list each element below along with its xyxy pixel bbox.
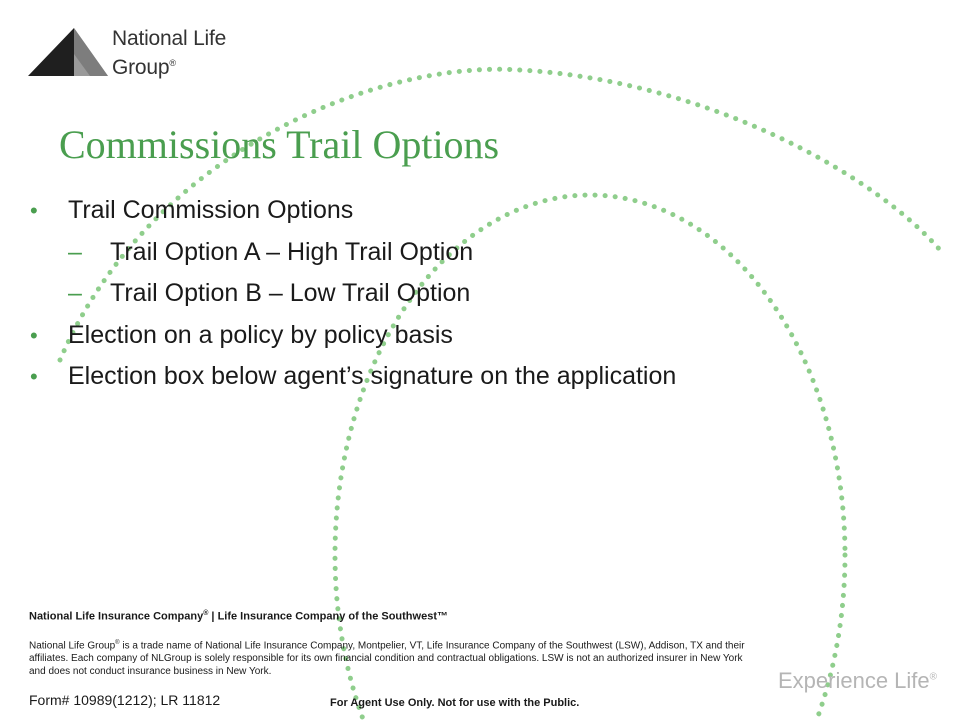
bullet-list [30,190,910,398]
footer-disclaimer [29,637,749,678]
logo-line-1: National Life [112,27,227,50]
bullet-marker: • [30,364,38,389]
footer-company-1: National Life Insurance Company [29,610,204,623]
experience-life-tagline [778,668,937,694]
tagline-text: Experience Life [778,668,930,693]
disclaimer-brand: National Life Group [29,640,116,652]
logo-wordmark [112,26,226,80]
logo-registered-mark: ® [169,58,176,68]
bullet-marker: • [30,198,38,223]
footer-companies [29,610,448,623]
bullet-text: Election on a policy by policy basis [68,320,453,349]
bullet-text: Election box below agent’s signature on the application [68,362,677,390]
sub-bullet-text: Trail Option B – Low Trail Option [110,279,471,307]
logo-line-2 [112,51,226,80]
form-number: Form# 10989(1212); LR 11812 [29,692,221,708]
footer-registered-mark: ® [203,610,209,617]
sub-bullet-item [30,273,910,315]
bullet-item [30,315,910,357]
sub-bullet-text: Trail Option A – High Trail Option [110,237,474,266]
bullet-item [30,356,910,398]
disclaimer-text: is a trade name of National Life Insurance Company, Montpelier, VT, Life Insurance Company of the Southwest (LSW), Addison, TX and their affiliates. Each company of NLGroup is solely responsible for its own financial condition and contractual obligations. LSW is not an authorized insurer in New York and does not conduct insurance business in New York. [29,640,745,678]
agent-use-note: For Agent Use Only. Not for use with the Public. [330,697,580,709]
logo-line-2-text: Group [112,56,170,79]
bullet-text: Trail Commission Options [68,196,354,224]
tagline-registered-mark: ® [929,671,938,683]
mountain-triangle-logo-icon [28,22,112,78]
bullet-item [30,190,910,232]
sub-bullet-item [30,232,910,274]
sub-bullet-marker: – [68,237,82,266]
slide-title: Commissions Trail Options [59,122,500,167]
sub-bullet-marker: – [68,279,82,307]
disclaimer-registered-mark: ® [115,640,120,646]
footer-company-rest: | Life Insurance Company of the Southwest™ [208,610,448,623]
national-life-logo [28,22,268,86]
bullet-marker: • [30,322,38,348]
